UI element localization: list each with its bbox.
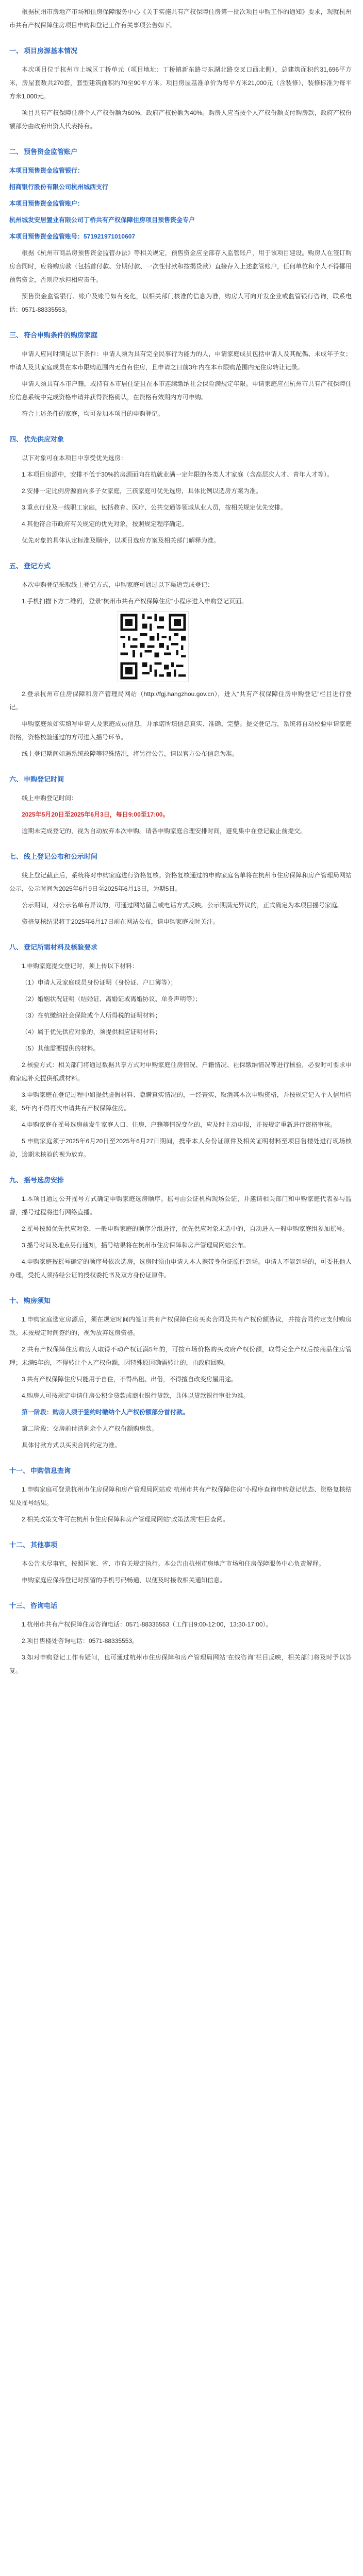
list-item: 4.其他符合市政府有关规定的优先对象，按照规定程序确定。 [22, 520, 188, 528]
paragraph: 申购家庭须如实填写申请人及家庭成员信息，并承诺所填信息真实、准确、完整。提交登记后，系统将自动校验申请家庭资格，资格校验通过的方可进入摇号环节。 [9, 720, 352, 741]
list-item: 4.申购家庭按摇号确定的顺序号依次选房，选房时须由申请人本人携带身份证原件到场。申请人不能到场的，可委托他人办理，受托人须持经公证的授权委托书及双方身份证原件。 [9, 1258, 352, 1279]
list-item: 1.本项目通过公开摇号方式确定申购家庭选房顺序。摇号由公证机构现场公证，并邀请相关部门和申购家庭代表参与监督，摇号过程将进行网络直播。 [9, 1195, 352, 1216]
paragraph: 公示期间，对公示名单有异议的，可通过网站留言或电话方式反映。公示期满无异议的，正式确定为本项目摇号家庭。 [22, 902, 344, 909]
section-heading: 七、 线上登记公布和公示时间 [9, 853, 98, 860]
paragraph: 申请人应同时满足以下条件：申请人须为具有完全民事行为能力的人，申请家庭成员包括申请人及其配偶、未成年子女；申请人及其家庭成员在本市限购范围内无自有住房，且申请之日前3年内在本市限购范围内无住房转让记录。 [9, 350, 352, 371]
list-item: 3.如对申购登记工作有疑问，也可通过杭州市住房保障和房产管理局网站“在线咨询”栏目反映，相关部门将及时予以答复。 [9, 1654, 352, 1674]
qr-code-icon [118, 612, 188, 682]
announcement-content [9, 0, 352, 1681]
escrow-account-label: 本项目预售资金监管账户： [9, 200, 84, 207]
escrow-account-name: 杭州城发安居置业有限公司丁桥共有产权保障住房项目预售资金专户 [9, 216, 195, 224]
paragraph: 具体付款方式以买卖合同约定为准。 [22, 1442, 121, 1449]
list-item: 3.申购家庭在登记过程中如提供虚假材料、隐瞒真实情况的，一经查实，取消其本次申购资格，并按规定记入个人信用档案，5年内不得再次申请共有产权保障住房。 [9, 1091, 352, 1112]
paragraph: 预售资金监管银行、账户及账号如有变化，以相关部门核准的信息为准，购房人可向开发企业或监管银行咨询，联系电话：0571-88335553。 [9, 293, 352, 313]
section-contact [9, 1598, 352, 1677]
list-item: 1.申购家庭提交登记时，须上传以下材料： [22, 962, 139, 970]
escrow-account-number: 本项目预售资金监管账号：571921971010607 [9, 233, 136, 240]
paragraph: 符合上述条件的家庭，均可参加本项目的申购登记。 [22, 410, 164, 417]
paragraph: 根据《杭州市商品房预售资金监管办法》等相关规定，预售资金应全部存入监管账户，用于该项目建设。购房人在签订购房合同时，应将购房款（包括首付款、分期付款、一次性付款和按揭贷款）直接存入上述监管账户，任何单位和个人不得挪用预售资金，否则应承担相应责任。 [9, 249, 352, 283]
paragraph: 申购家庭应保持登记时预留的手机号码畅通，以便及时接收相关通知信息。 [22, 1577, 226, 1584]
section-registration-time [9, 772, 352, 838]
paragraph: 本次项目位于杭州市上城区丁桥单元（项目地址：丁桥镇新东路与东湖北路交叉口西北侧），总建筑面积约31,696平方米，房屋套数共270套，套型建筑面积约70至90平方米。项目房屋基准单价为每平方米21,000元（含装修），装修标准为每平方米1,000元。 [9, 66, 352, 100]
section-publicity [9, 849, 352, 928]
paragraph: 第二阶段：交房前付清剩余个人产权份额购房款。 [22, 1425, 158, 1432]
section-heading: 九、 摇号选房安排 [9, 1176, 64, 1184]
section-priority-groups [9, 432, 352, 547]
intro-paragraph: 根据杭州市房地产市场和住房保障服务中心《关于实施共有产权保障住房第一批次项目申购工作的通知》要求，现就杭州市共有产权保障住房项目申购和登记工作有关事项公告如下。 [9, 8, 352, 29]
paragraph: 本次申购登记采取线上登记方式，申购家庭可通过以下渠道完成登记： [22, 581, 214, 588]
list-item: 3.共有产权保障住房只能用于自住，不得出租、出借，不得擅自改变房屋用途。 [22, 1376, 238, 1383]
section-heading: 四、 优先供应对象 [9, 435, 64, 443]
list-item: 1.申购家庭可登录杭州市住房保障和房产管理局网站或“杭州市共有产权保障住房”小程序查询申购登记状态、资格复核结果及摇号结果。 [9, 1486, 352, 1506]
list-item: （2）婚姻状况证明（结婚证、离婚证或离婚协议、单身声明等）； [22, 995, 202, 1003]
section-purchase-notes [9, 1293, 352, 1452]
escrow-bank-name: 招商银行股份有限公司杭州城西支行 [9, 183, 109, 191]
list-item: 1.杭州市共有产权保障住房咨询电话：0571-88335553（工作日9:00-12:00，13:30-17:00）。 [22, 1621, 272, 1628]
list-item: （1）申请人及家庭成员身份证明（身份证、户口簿等）； [22, 979, 177, 986]
section-lottery [9, 1173, 352, 1282]
section-registration-method [9, 558, 352, 760]
list-item: 4.购房人可按规定申请住房公积金贷款或商业银行贷款，具体以贷款银行审批为准。 [22, 1392, 250, 1399]
section-heading: 六、 申购登记时间 [9, 775, 64, 783]
paragraph: 逾期未完成登记的，视为自动放弃本次申购。请各申购家庭合理安排时间，避免集中在登记截止前提交。 [22, 827, 307, 835]
list-item: 5.申购家庭须于2025年6月20日至2025年6月27日期间，携带本人身份证原件及相关证明材料至项目售楼处进行现场核验，逾期未核验的视为放弃。 [9, 1138, 352, 1158]
list-item: 4.申购家庭在摇号选房前发生家庭人口、住房、户籍等情况变化的，应及时主动申报，并按规定重新进行资格审核。 [22, 1121, 337, 1128]
paragraph: 资格复核结果将于2025年6月17日前在网站公布，请申购家庭及时关注。 [22, 918, 219, 925]
list-item: 2.项目售楼处咨询电话：0571-88335553。 [22, 1637, 139, 1645]
paragraph: 线上申购登记时间： [22, 794, 78, 802]
section-heading: 二、 预售资金监管账户 [9, 148, 78, 156]
paragraph: 以下对象可在本项目中享受优先选房： [22, 454, 127, 462]
list-item: 1.手机扫描下方二维码，登录“杭州市共有产权保障住房”小程序进入申购登记页面。 [22, 598, 248, 605]
section-heading: 五、 登记方式 [9, 562, 51, 570]
list-item: 3.重点行业及一线职工家庭，包括教育、医疗、公共交通等领域从业人员，按相关规定优先安排。 [22, 504, 287, 511]
list-item: 1.本项目房源中，安排不低于30%的房源面向在杭就业满一定年限的各类人才家庭（含高层次人才、青年人才等）。 [22, 471, 334, 478]
section-heading: 十、 购房须知 [9, 1297, 51, 1304]
section-heading: 十一、 申购信息查询 [9, 1467, 71, 1475]
section-query [9, 1463, 352, 1526]
registration-time-highlight: 2025年5月20日至2025年6月3日，每日9:00至17:00。 [22, 811, 169, 818]
paragraph: 优先对象的具体认定标准及顺序，以项目选房方案及相关部门解释为准。 [22, 537, 220, 544]
intro-section [9, 5, 352, 32]
section-heading: 一、 项目房源基本情况 [9, 47, 78, 55]
section-heading: 十三、 咨询电话 [9, 1602, 58, 1609]
section-escrow-account [9, 144, 352, 316]
paragraph: 项目共有产权保障住房个人产权份额为60%，政府产权份额为40%。购房人应当按个人产权份额支付购房款，政府产权份额部分由政府出资人代表持有。 [9, 109, 352, 130]
list-item: 3.摇号时间及地点另行通知，摇号结果将在杭州市住房保障和房产管理局网站公布。 [22, 1242, 250, 1249]
paragraph: 本公告未尽事宜，按照国家、省、市有关规定执行。本公告由杭州市房地产市场和住房保障服务中心负责解释。 [22, 1560, 325, 1567]
list-item: 2.安排一定比例房源面向多子女家庭，三孩家庭可优先选房，具体比例以选房方案为准。 [22, 487, 262, 495]
section-heading: 三、 符合申购条件的购房家庭 [9, 331, 98, 339]
section-other [9, 1537, 352, 1587]
list-item: （4）属于优先供应对象的，须提供相应证明材料； [22, 1028, 161, 1036]
section-heading: 十二、 其他事项 [9, 1541, 58, 1549]
paragraph: 申请人须具有本市户籍，或持有本市居住证且在本市连续缴纳社会保险满规定年限。申请家庭应在杭州市共有产权保障住房信息系统中完成资格申请并获得资格确认，在资格有效期内方可申购。 [9, 380, 352, 401]
qr-code-image[interactable] [118, 611, 189, 682]
section-project-overview [9, 43, 352, 133]
section-heading: 八、 登记所需材料及核验要求 [9, 943, 98, 951]
list-item: （3）在杭缴纳社会保险或个人所得税的证明材料； [22, 1012, 161, 1019]
list-item: 2.相关政策文件可在杭州市住房保障和房产管理局网站“政策法规”栏目查阅。 [22, 1516, 229, 1523]
paragraph: 线上登记期间如遇系统故障等特殊情况，将另行公告，请以官方公布信息为准。 [22, 750, 239, 757]
list-item: 1.申购家庭选定房源后，须在规定时间内签订共有产权保障住房买卖合同及共有产权份额协议，并按合同约定支付购房款。未按规定时间签约的，视为放弃选房资格。 [9, 1316, 352, 1336]
list-item: （5）其他需要提供的材料。 [22, 1045, 100, 1052]
payment-stage-highlight: 第一阶段：购房人须于签约时缴纳个人产权份额部分首付款。 [22, 1409, 189, 1416]
escrow-bank-label: 本项目预售资金监管银行： [9, 167, 84, 174]
section-eligible-households [9, 328, 352, 420]
list-item: 2.核验方式：相关部门将通过数据共享方式对申购家庭住房情况、户籍情况、社保缴纳情况等进行核验，必要时可要求申购家庭补充提供纸质材料。 [9, 1061, 352, 1082]
paragraph: 线上登记截止后，系统将对申购家庭进行资格复核。资格复核通过的申购家庭名单将在杭州市住房保障和房产管理局网站公示，公示时间为2025年6月9日至2025年6月13日，为期5日。 [9, 872, 352, 892]
section-materials [9, 940, 352, 1161]
list-item: 2.登录杭州市住房保障和房产管理局网站（http://fgj.hangzhou.gov.cn），进入“共有产权保障住房申购登记”栏目进行登记。 [9, 690, 352, 711]
list-item: 2.共有产权保障住房购房人取得不动产权证满5年的，可按市场价格购买政府产权份额，取得完全产权后按商品住房管理；未满5年的，不得转让个人产权份额，因特殊原因确需转让的，由政府回购。 [9, 1346, 352, 1366]
list-item: 2.摇号按照优先供应对象、一般申购家庭的顺序分组进行，优先供应对象未选中的，自动进入一般申购家庭组参加摇号。 [22, 1225, 349, 1232]
